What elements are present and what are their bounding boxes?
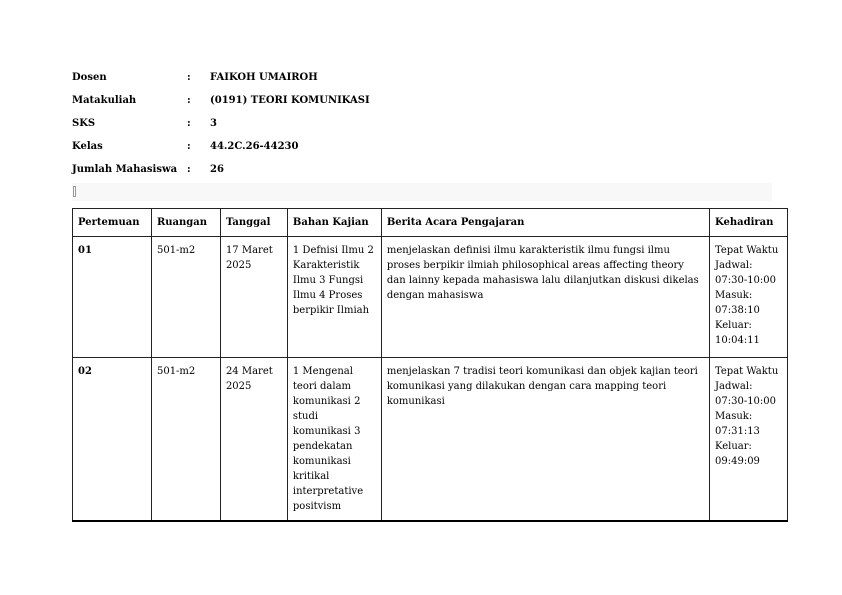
info-label: Kelas — [72, 141, 103, 152]
separator-band — [72, 183, 772, 201]
table-row — [73, 358, 788, 522]
table-header-row — [73, 209, 788, 237]
info-colon: : — [187, 118, 191, 129]
header-berita-acara: Berita Acara Pengajaran — [381, 209, 709, 237]
cell-berita-acara: menjelaskan 7 tradisi teori komunikasi dan objek kajian teori komunikasi yang dilakukan dengan cara mapping teori komunikasi — [381, 358, 709, 522]
cell-ruangan: 501-m2 — [151, 358, 220, 522]
info-value: 44.2C.26-44230 — [210, 141, 299, 152]
cell-kehadiran: Tepat Waktu Jadwal: 07:30-10:00 Masuk: 07:31:13 Keluar: 09:49:09 — [710, 358, 788, 522]
header-tanggal: Tanggal — [220, 209, 287, 237]
info-label: Matakuliah — [72, 95, 137, 106]
header-ruangan: Ruangan — [151, 209, 220, 237]
cell-bahan-kajian: 1 Defnisi Ilmu 2 Karakteristik Ilmu 3 Fungsi Ilmu 4 Proses berpikir Ilmiah — [287, 237, 381, 358]
info-colon: : — [187, 164, 191, 175]
cell-pertemuan: 01 — [73, 237, 152, 358]
header-bahan-kajian: Bahan Kajian — [287, 209, 381, 237]
table-row — [73, 237, 788, 358]
cell-pertemuan: 02 — [73, 358, 152, 522]
info-value: (0191) TEORI KOMUNIKASI — [210, 95, 370, 106]
info-label: Jumlah Mahasiswa — [72, 164, 178, 175]
info-colon: : — [187, 95, 191, 106]
missing-glyph-icon — [73, 186, 76, 197]
header-pertemuan: Pertemuan — [73, 209, 152, 237]
schedule-table — [72, 208, 788, 522]
cell-tanggal: 24 Maret 2025 — [220, 358, 287, 522]
cell-tanggal: 17 Maret 2025 — [220, 237, 287, 358]
info-label: SKS — [72, 118, 96, 129]
info-value: FAIKOH UMAIROH — [210, 72, 318, 83]
info-value: 3 — [210, 118, 217, 129]
cell-kehadiran: Tepat Waktu Jadwal: 07:30-10:00 Masuk: 07:38:10 Keluar: 10:04:11 — [710, 237, 788, 358]
cell-berita-acara: menjelaskan definisi ilmu karakteristik ilmu fungsi ilmu proses berpikir ilmiah philosophical areas affecting theory dan lainny kepada mahasiswa lalu dilanjutkan diskusi dikelas dengan mahasiswa — [381, 237, 709, 358]
info-colon: : — [187, 141, 191, 152]
info-value: 26 — [210, 164, 224, 175]
cell-ruangan: 501-m2 — [151, 237, 220, 358]
cell-bahan-kajian: 1 Mengenal teori dalam komunikasi 2 studi komunikasi 3 pendekatan komunikasi kritikal interpretative positvism — [287, 358, 381, 522]
info-label: Dosen — [72, 72, 107, 83]
header-kehadiran: Kehadiran — [710, 209, 788, 237]
info-colon: : — [187, 72, 191, 83]
